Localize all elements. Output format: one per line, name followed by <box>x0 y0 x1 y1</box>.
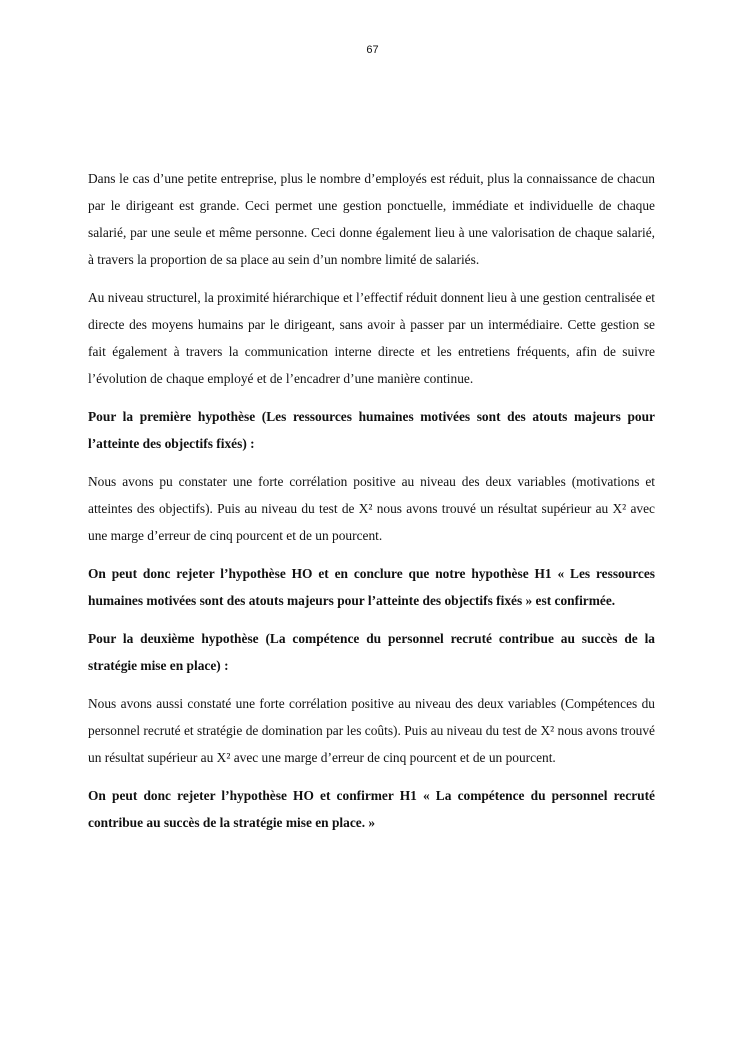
heading-first-hypothesis: Pour la première hypothèse (Les ressources humaines motivées sont des atouts majeurs pour l’atteinte des objectifs fixés) : <box>88 409 655 451</box>
document-body <box>88 165 655 847</box>
paragraph-structural-level: Au niveau structurel, la proximité hiérarchique et l’effectif réduit donnent lieu à une gestion centralisée et directe des moyens humains par le dirigeant, sans avoir à passer par un intermédiaire. Cette gestion se fait également à travers la communication interne directe et les entretiens fréquents, afin de suivre l’évolution de chaque employé et de l’encadrer d’une manière continue. <box>88 290 655 386</box>
conclusion-first-hypothesis: On peut donc rejeter l’hypothèse HO et en conclure que notre hypothèse H1 « Les ressources humaines motivées sont des atouts majeurs pour l’atteinte des objectifs fixés » est confirmée. <box>88 566 655 608</box>
paragraph-first-hypothesis-results: Nous avons pu constater une forte corrélation positive au niveau des deux variables (motivations et atteintes des objectifs). Puis au niveau du test de X² nous avons trouvé un résultat supérieur au X² avec une marge d’erreur de cinq pourcent et de un pourcent. <box>88 474 655 543</box>
page-number: 67 <box>366 44 379 56</box>
paragraph-small-business: Dans le cas d’une petite entreprise, plus le nombre d’employés est réduit, plus la connaissance de chacun par le dirigeant est grande. Ceci permet une gestion ponctuelle, immédiate et individuelle de chaque salarié, par une seule et même personne. Ceci donne également lieu à une valorisation de chaque salarié, à travers la proportion de sa place au sein d’un nombre limité de salariés. <box>88 171 655 267</box>
heading-second-hypothesis: Pour la deuxième hypothèse (La compétence du personnel recruté contribue au succès de la stratégie mise en place) : <box>88 631 655 673</box>
paragraph-second-hypothesis-results: Nous avons aussi constaté une forte corrélation positive au niveau des deux variables (Compétences du personnel recruté et stratégie de domination par les coûts). Puis au niveau du test de X² nous avons trouvé un résultat supérieur au X² avec une marge d’erreur de cinq pourcent et de un pourcent. <box>88 696 655 765</box>
conclusion-second-hypothesis: On peut donc rejeter l’hypothèse HO et confirmer H1 « La compétence du personnel recruté contribue au succès de la stratégie mise en place. » <box>88 788 655 830</box>
